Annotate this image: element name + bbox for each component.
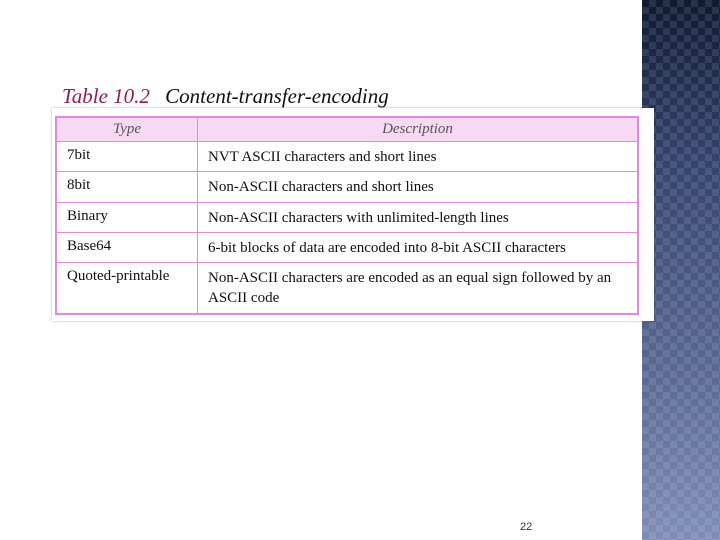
table-frame [52,108,654,321]
cell-type: Base64 [56,232,198,262]
table-row [56,142,638,172]
cell-description: 6-bit blocks of data are encoded into 8-bit ASCII characters [198,232,639,262]
cell-type: 7bit [56,142,198,172]
column-header-type: Type [56,117,198,142]
cell-description: Non-ASCII characters are encoded as an equal sign followed by an ASCII code [198,263,639,314]
table-header-row [56,117,638,142]
table-row [56,263,638,314]
table-caption-label: Table 10.2 [62,84,150,108]
table-row [56,202,638,232]
cell-type: Quoted-printable [56,263,198,314]
table-caption-title: Content-transfer-encoding [165,84,389,108]
cell-type: 8bit [56,172,198,202]
table-row [56,172,638,202]
column-header-description: Description [198,117,639,142]
cell-type: Binary [56,202,198,232]
cell-description: Non-ASCII characters and short lines [198,172,639,202]
page-number: 22 [520,521,533,533]
cell-description: NVT ASCII characters and short lines [198,142,639,172]
cell-description: Non-ASCII characters with unlimited-length lines [198,202,639,232]
table-caption [62,84,389,109]
content-transfer-encoding-table [55,116,639,315]
table-row [56,232,638,262]
